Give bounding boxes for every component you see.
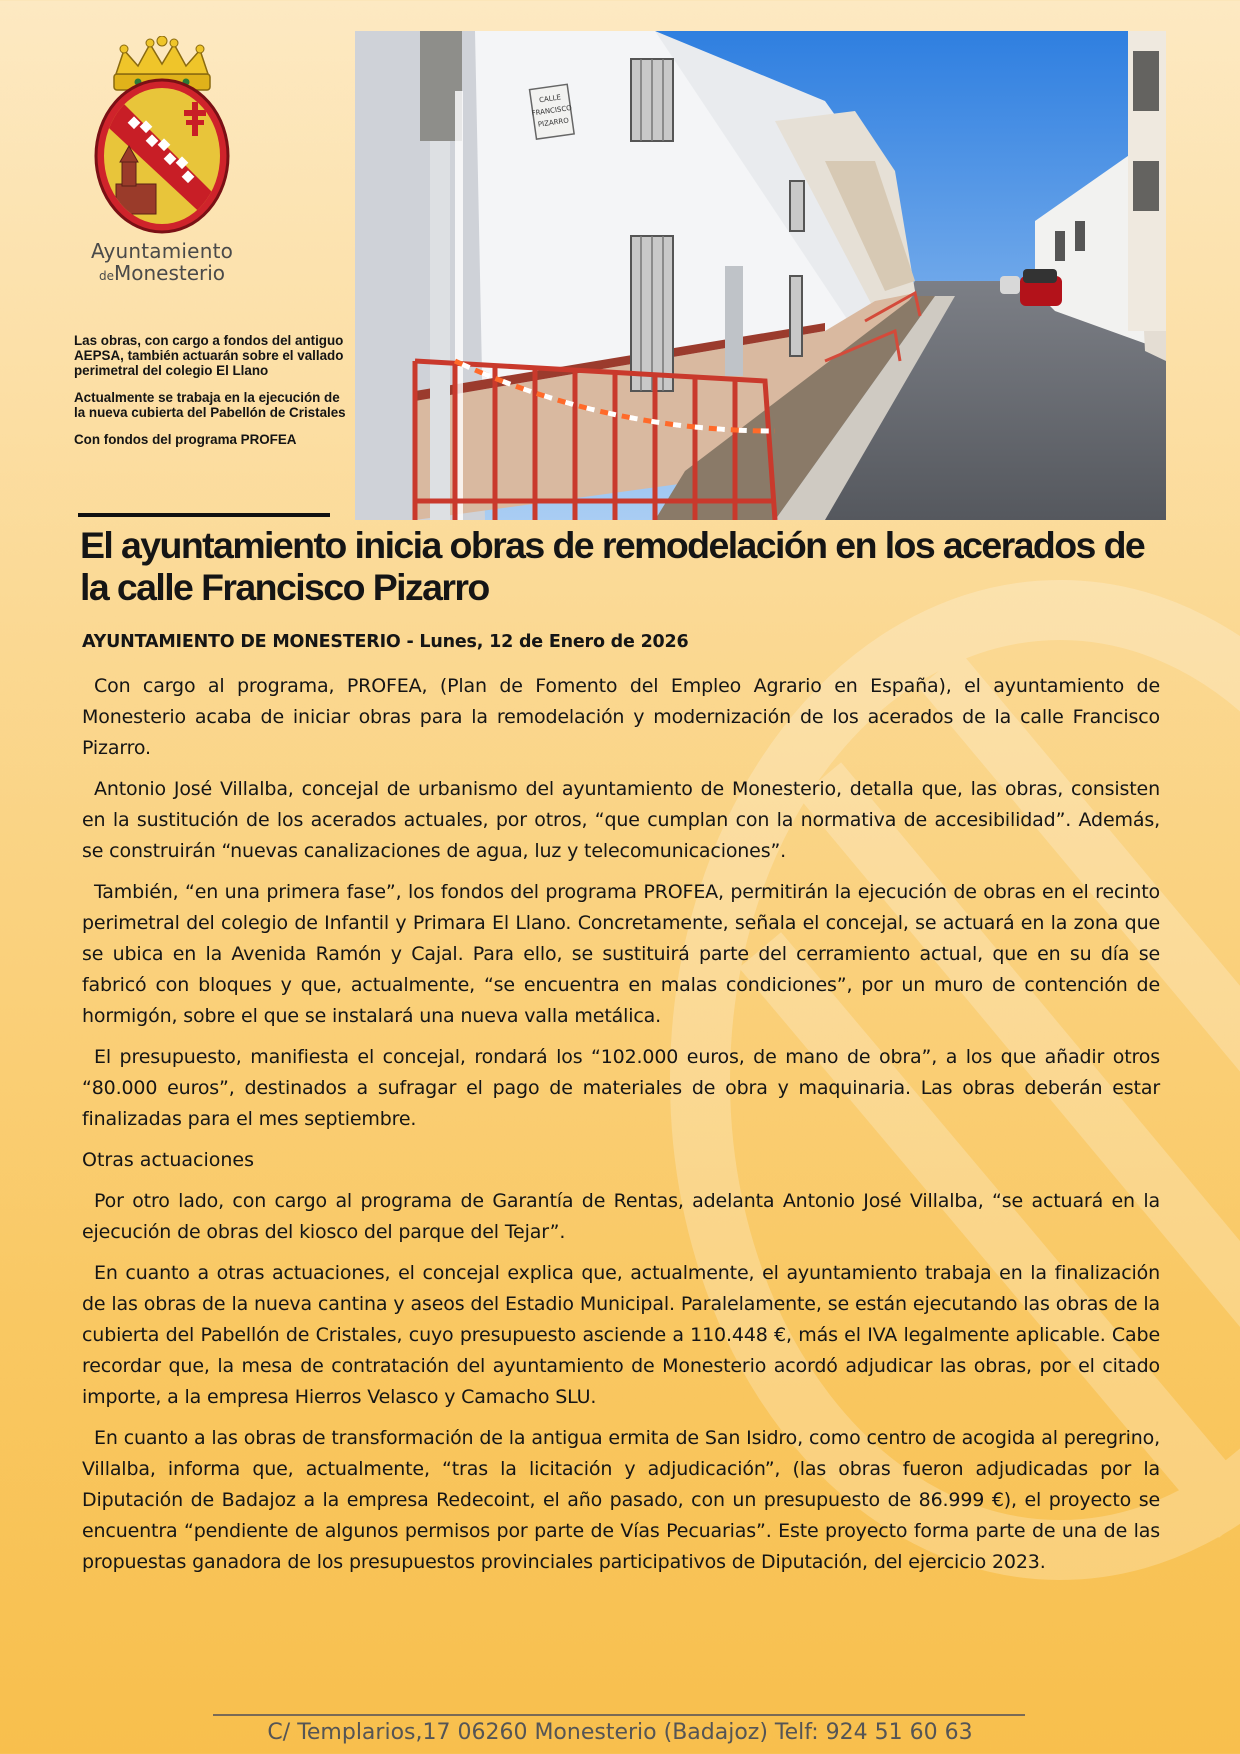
article-paragraph: También, “en una primera fase”, los fondos del programa PROFEA, permitirán la ejecución de obras en el recinto perimetral del colegio de Infantil y Primara El Llano. Concretamente, señala el concejal, se actuará en la zona que se ubica en la Avenida Ramón y Cajal. Para ello, se sustituirá parte del cerramiento actual, que en su día se fabricó con bloques y que, actualmente, “se encuentra en malas condiciones”, por un muro de contención de hormigón, sobre el que se instalará una nueva valla metálica. [82, 881, 1160, 1027]
article-headline: El ayuntamiento inicia obras de remodelación en los acerados de la calle Francisco Pizarro [80, 524, 1145, 608]
article-body [82, 671, 1160, 1588]
side-note: Con fondos del programa PROFEA [74, 432, 297, 447]
side-notes [74, 333, 349, 459]
coat-of-arms-icon [86, 36, 238, 236]
street-sign-line: CALLE [538, 93, 562, 105]
street-sign-line: FRANCISCO [531, 103, 573, 118]
street-sign-line: PIZARRO [537, 116, 570, 129]
logo-text-line1: Ayuntamiento [90, 239, 234, 263]
article-paragraph: El presupuesto, manifiesta el concejal, rondará los “102.000 euros, de mano de obra”, a los que añadir otros “80.000 euros”, destinados a sufragar el pago de materiales de obra y maquinaria. Las obras deberán estar finalizadas para el mes septiembre. [82, 1046, 1160, 1130]
footer-address: C/ Templarios,17 06260 Monesterio (Badajoz) Telf: 924 51 60 63 [267, 1720, 973, 1745]
article-byline: AYUNTAMIENTO DE MONESTERIO - Lunes, 12 de Enero de 2026 [82, 632, 689, 652]
footer-divider [213, 1714, 1025, 1716]
section-subhead: Otras actuaciones [82, 1149, 255, 1171]
side-note: Las obras, con cargo a fondos del antiguo AEPSA, también actuarán sobre el vallado perimetral del colegio El Llano [74, 333, 344, 378]
logo-text-prefix: de [98, 269, 114, 283]
article-paragraph: Con cargo al programa, PROFEA, (Plan de Fomento del Empleo Agrario en España), el ayuntamiento de Monesterio acaba de iniciar obras para la remodelación y modernización de los acerados de la calle Francisco Pizarro. [82, 675, 1160, 759]
side-note: Actualmente se trabaja en la ejecución de la nueva cubierta del Pabellón de Cristales [74, 390, 346, 420]
side-divider [78, 513, 330, 517]
street-photo [355, 31, 1166, 520]
article-paragraph: Antonio José Villalba, concejal de urbanismo del ayuntamiento de Monesterio, detalla que, las obras, consisten en la sustitución de los acerados actuales, por otros, “que cumplan con la normativa de accesibilidad”. Además, se construirán “nuevas canalizaciones de agua, luz y telecomunicaciones”. [82, 778, 1160, 862]
article-paragraph: Por otro lado, con cargo al programa de Garantía de Rentas, adelanta Antonio José Villalba, “se actuará en la ejecución de obras del kiosco del parque del Tejar”. [82, 1190, 1160, 1243]
logo-text-line2 [86, 261, 238, 285]
article-paragraph: En cuanto a las obras de transformación de la antigua ermita de San Isidro, como centro de acogida al peregrino, Villalba, informa que, actualmente, “tras la licitación y adjudicación”, (las obras fueron adjudicadas por la Diputación de Badajoz a la empresa Redecoint, el año pasado, con un presupuesto de 86.999 €), el proyecto se encuentra “pendiente de algunos permisos por parte de Vías Pecuarias”. Este proyecto forma parte de una de las propuestas ganadora de los presupuestos provinciales participativos de Diputación, del ejercicio 2023. [82, 1427, 1160, 1573]
article-paragraph: En cuanto a otras actuaciones, el concejal explica que, actualmente, el ayuntamiento trabaja en la finalización de las obras de la nueva cantina y aseos del Estadio Municipal. Paralelamente, se están ejecutando las obras de la cubierta del Pabellón de Cristales, cuyo presupuesto asciende a 110.448 €, más el IVA legalmente aplicable. Cabe recordar que, la mesa de contratación del ayuntamiento de Monesterio acordó adjudicar las obras, por el citado importe, a la empresa Hierros Velasco y Camacho SLU. [82, 1262, 1160, 1408]
logo-text-name: Monesterio [113, 261, 226, 285]
municipality-logo [86, 36, 238, 286]
